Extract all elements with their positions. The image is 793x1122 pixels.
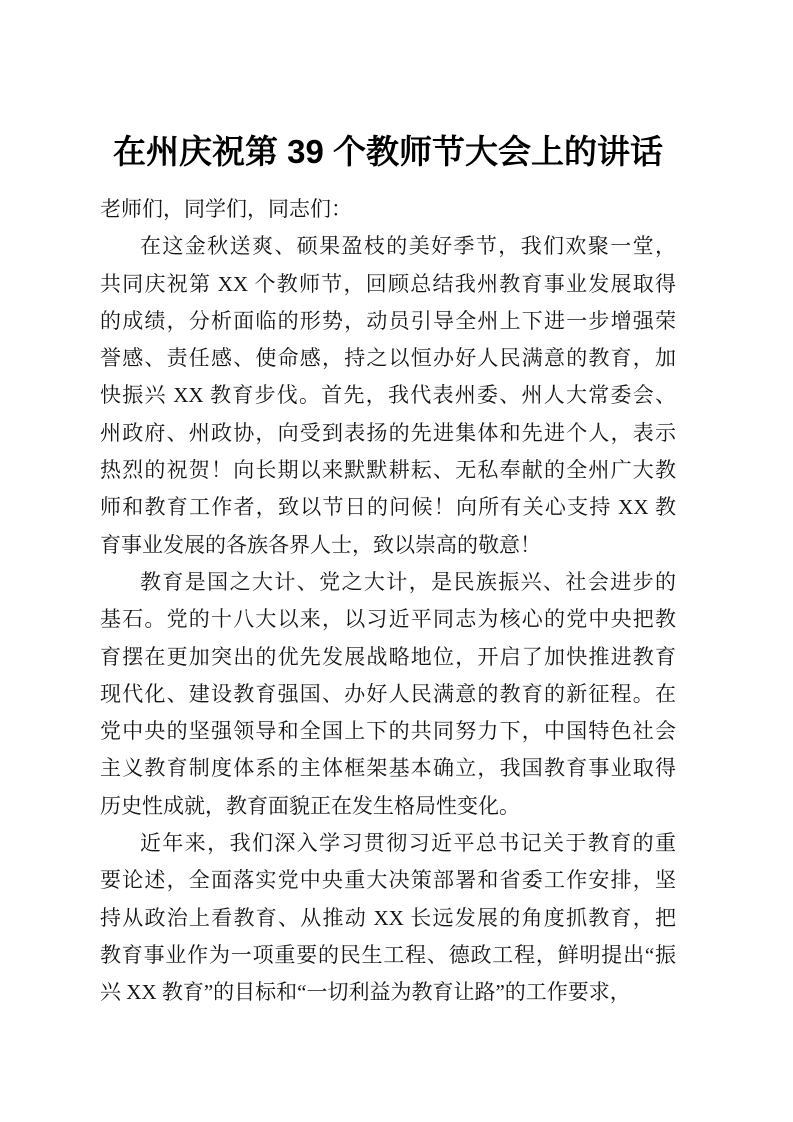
text-line: 近年来，我们深入学习贯彻习近平总书记关于教育的重	[140, 831, 676, 856]
text-line: 共同庆祝第 XX 个教师节，回顾总结我州教育事业发展取得	[100, 271, 676, 296]
text-line: 教育事业作为一项重要的民生工程、德政工程，鲜明提出“振	[100, 942, 676, 967]
text-line: 快振兴 XX 教育步伐。首先，我代表州委、州人大常委会、	[100, 383, 676, 408]
text-line: 师和教育工作者，致以节日的问候！向所有关心支持 XX 教	[100, 495, 676, 520]
paragraph	[100, 228, 676, 564]
text-line: 老师们，同学们，同志们：	[100, 197, 352, 221]
text-line: 育摆在更加突出的优先发展战略地位，开启了加快推进教育	[100, 644, 676, 669]
text-line: 持从政治上看教育、从推动 XX 长远发展的角度抓教育，把	[100, 905, 676, 930]
text-line: 现代化、建设教育强国、办好人民满意的教育的新征程。在	[100, 681, 676, 706]
text-line: 州政府、州政协，向受到表扬的先进集体和先进个人，表示	[100, 420, 676, 445]
text-line: 党中央的坚强领导和全国上下的共同努力下，中国特色社会	[100, 719, 676, 744]
text-line: 兴 XX 教育”的目标和“一切利益为教育让路”的工作要求，	[100, 980, 631, 1005]
document-title: 在州庆祝第 39 个教师节大会上的讲话	[112, 133, 664, 170]
text-line: 要论述，全面落实党中央重大决策部署和省委工作安排，坚	[100, 868, 676, 893]
text-line: 在这金秋送爽、硕果盈枝的美好季节，我们欢聚一堂，	[140, 234, 676, 259]
text-line: 主义教育制度体系的主体框架基本确立，我国教育事业取得	[100, 756, 676, 781]
paragraph	[100, 564, 676, 825]
document-body	[100, 191, 676, 1012]
text-line: 教育是国之大计、党之大计，是民族振兴、社会进步的	[140, 569, 676, 594]
text-line: 的成绩，分析面临的形势，动员引导全州上下进一步增强荣	[100, 308, 676, 333]
paragraph	[100, 825, 676, 1011]
text-line: 热烈的祝贺！向长期以来默默耕耘、无私奉献的全州广大教	[100, 458, 676, 483]
text-line: 基石。党的十八大以来，以习近平同志为核心的党中央把教	[100, 607, 676, 632]
text-line: 历史性成就，教育面貌正在发生格局性变化。	[100, 793, 520, 818]
text-line: 誉感、责任感、使命感，持之以恒办好人民满意的教育，加	[100, 346, 676, 371]
text-line: 育事业发展的各族各界人士，致以崇高的敬意！	[100, 532, 541, 557]
paragraph	[100, 191, 676, 228]
